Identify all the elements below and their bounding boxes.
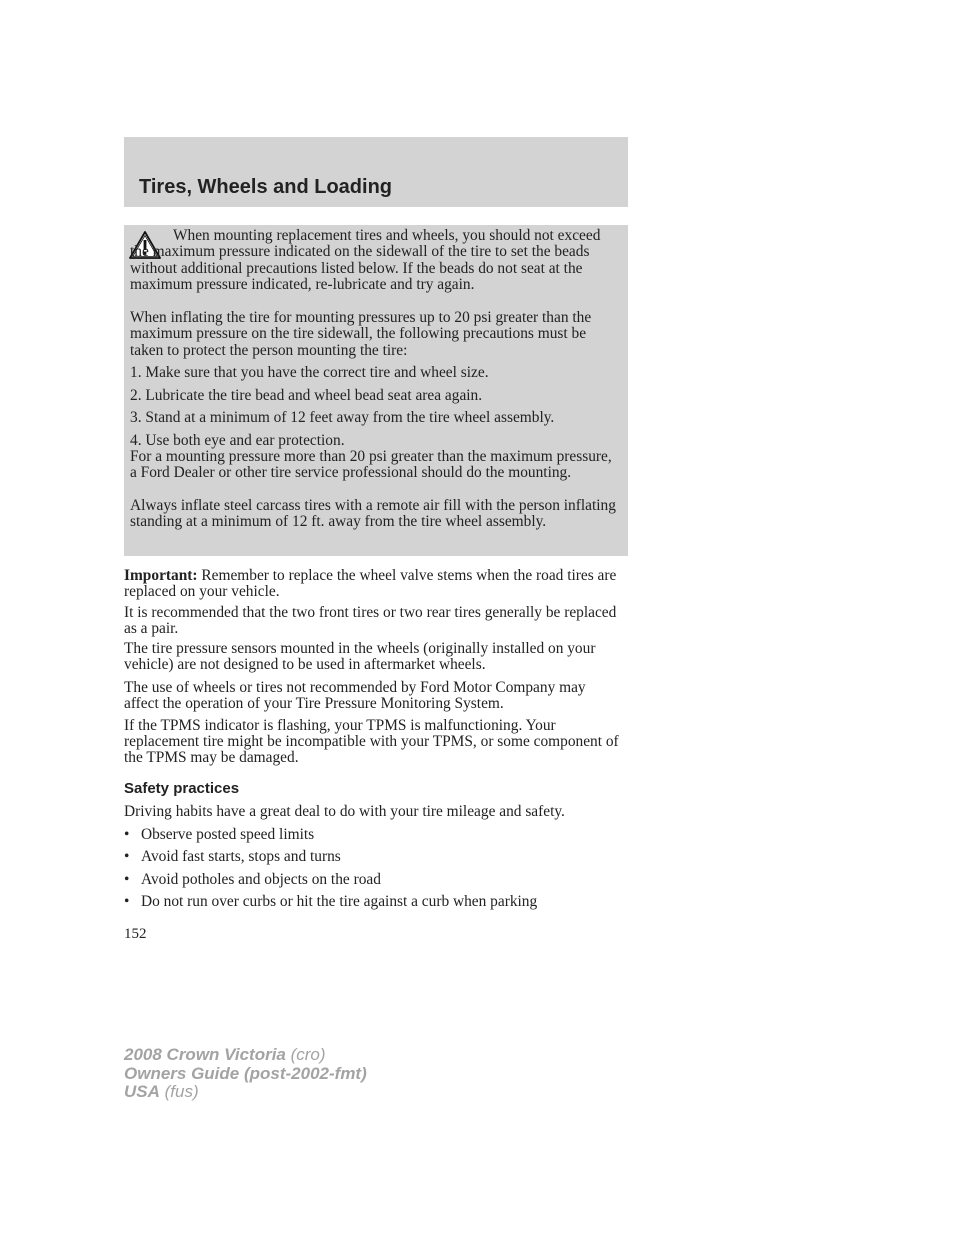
footer-market: USA bbox=[124, 1082, 160, 1101]
document-footer bbox=[124, 1046, 367, 1102]
bullet-icon: • bbox=[124, 871, 130, 888]
bullet-icon: • bbox=[124, 893, 130, 910]
warning-paragraph-4: Always inflate steel carcass tires with a remote air fill with the person inflating standing at a minimum of 12 ft. away from the tire wheel assembly. bbox=[130, 497, 616, 531]
paragraph-tpms-sensors: The tire pressure sensors mounted in the wheels (originally installed on your vehicle) are not designed to be used in aftermarket wheels. bbox=[124, 640, 596, 673]
paragraph-tpms-flashing: If the TPMS indicator is flashing, your TPMS is malfunctioning. Your replacement tire might be incompatible with your TPMS, or some component of the TPMS may be damaged. bbox=[124, 717, 619, 766]
safety-practices-heading: Safety practices bbox=[124, 780, 240, 797]
footer-line-3 bbox=[124, 1083, 367, 1102]
section-title: Tires, Wheels and Loading bbox=[139, 176, 393, 198]
paragraph-replace-pairs: It is recommended that the two front tires or two rear tires generally be replaced as a pair. bbox=[124, 604, 617, 637]
important-note bbox=[124, 568, 624, 600]
bullet-icon: • bbox=[124, 848, 130, 865]
bullet-text: Avoid fast starts, stops and turns bbox=[141, 848, 341, 865]
warning-paragraph-1: When mounting replacement tires and wheels, you should not exceed the maximum pressure indicated on the sidewall of the tire to set the beads without additional precautions listed below. If the beads do not seat at the maximum pressure indicated, re-lubricate and try again. bbox=[130, 227, 601, 294]
footer-line-1 bbox=[124, 1046, 367, 1065]
page-number: 152 bbox=[124, 926, 147, 942]
warning-step-2: 2. Lubricate the tire bead and wheel bead seat area again. bbox=[130, 387, 483, 404]
footer-line-2 bbox=[124, 1065, 367, 1084]
warning-step-4: 4. Use both eye and ear protection. bbox=[130, 432, 345, 449]
warning-paragraph-3: For a mounting pressure more than 20 psi greater than the maximum pressure, a Ford Dealer or other tire service professional should do the mounting. bbox=[130, 448, 612, 482]
footer-model-code: (cro) bbox=[285, 1045, 326, 1064]
footer-guide: Owners Guide (post-2002-fmt) bbox=[124, 1063, 367, 1083]
footer-model: 2008 Crown Victoria bbox=[124, 1045, 286, 1064]
warning-step-1: 1. Make sure that you have the correct tire and wheel size. bbox=[130, 364, 489, 381]
important-text: Remember to replace the wheel valve stems when the road tires are replaced on your vehicle. bbox=[124, 567, 617, 600]
footer-market-code: (fus) bbox=[159, 1082, 199, 1101]
warning-paragraph-2: When inflating the tire for mounting pressures up to 20 psi greater than the maximum pressure on the tire sidewall, the following precautions must be taken to protect the person mounting the tire: bbox=[130, 309, 592, 359]
warning-step-3: 3. Stand at a minimum of 12 feet away from the tire wheel assembly. bbox=[130, 409, 555, 426]
safety-intro: Driving habits have a great deal to do with your tire mileage and safety. bbox=[124, 803, 565, 820]
bullet-text: Do not run over curbs or hit the tire against a curb when parking bbox=[141, 893, 538, 910]
bullet-icon: • bbox=[124, 826, 130, 843]
important-label: Important: bbox=[124, 567, 198, 584]
bullet-text: Avoid potholes and objects on the road bbox=[141, 871, 381, 888]
bullet-text: Observe posted speed limits bbox=[141, 826, 315, 843]
paragraph-non-recommended-wheels: The use of wheels or tires not recommended by Ford Motor Company may affect the operation of your Tire Pressure Monitoring System. bbox=[124, 679, 586, 712]
